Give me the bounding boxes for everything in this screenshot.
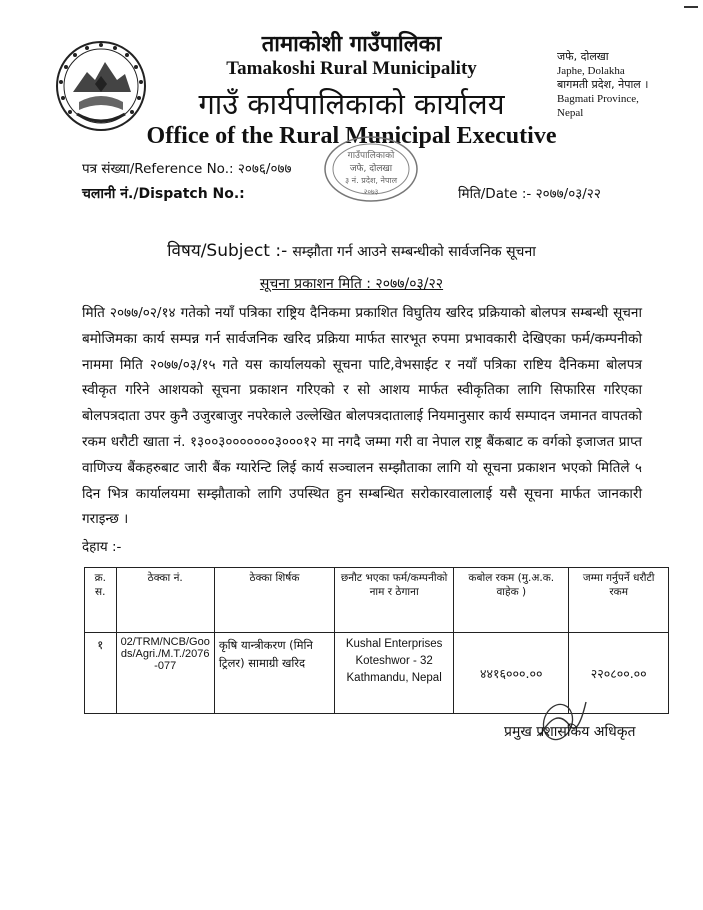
svg-text:गाउँपालिकाको: गाउँपालिकाको xyxy=(347,151,395,161)
address-block xyxy=(557,50,662,120)
dispatch-number xyxy=(82,184,245,203)
cell-contract-title: कृषि यान्त्रीकरण (मिनि ट्रिलर) सामाग्री खरिद xyxy=(214,633,334,714)
dispatch-label: चलानी नं./Dispatch No.: xyxy=(82,186,245,202)
letter-date xyxy=(458,184,601,202)
address-nepali-1: जफे, दोलखा xyxy=(557,50,609,63)
header-contract-title: ठेक्का शिर्षक xyxy=(214,568,334,633)
cell-serial: १ xyxy=(85,633,117,714)
municipality-name-nepali: तामाकोशी गाउँपालिका xyxy=(261,32,442,57)
selected-bidders-table xyxy=(84,567,669,714)
cell-deposit: २२०८००.०० xyxy=(569,633,669,714)
reference-label: पत्र संख्या/Reference No.: xyxy=(82,161,234,177)
annex-label: देहाय :- xyxy=(82,539,122,555)
date-label: मिति/Date :- xyxy=(458,186,532,202)
reference-number xyxy=(82,159,292,177)
municipality-name-english: Tamakoshi Rural Municipality xyxy=(226,58,477,79)
subject-text: सम्झौता गर्न आउने सम्बन्धीको सार्वजनिक सूचना xyxy=(292,244,536,260)
cell-contract-no: 02/TRM/NCB/Goods/Agri./M.T./2076-077 xyxy=(116,633,214,714)
address-english-2: Bagmati Province, xyxy=(557,93,639,105)
scan-edge-mark xyxy=(684,6,698,8)
svg-text:२०७३: २०७३ xyxy=(363,188,379,196)
office-name-english: Office of the Rural Municipal Executive xyxy=(146,123,557,149)
cell-bid-amount: ४४१६०००.०० xyxy=(454,633,569,714)
address-english-3: Nepal xyxy=(557,107,584,119)
table-header-row xyxy=(85,568,669,633)
publication-date: सूचना प्रकाशन मिति : २०७७/०३/२२ xyxy=(259,276,444,292)
cell-firm xyxy=(335,633,454,714)
notice-body: मिति २०७७/०२/१४ गतेको नयाँ पत्रिका राष्ट्रिय दैनिकमा प्रकाशित विघुतिय खरिद प्रक्रियाको बोलपत्र सम्बन्धी सूचना बमोजिमका कार्य सम्पन्न गर्न सार्वजनिक खरिद प्रक्रिया मार्फत सारभूत रुपमा प्रभावकारी देखिएका फर्म/कम्पनीको नाममा मिति २०७७/०३/१५ गते यस कार्यालयको सूचना पाटि,वेभसाईट र नयाँ पत्रिका राष्टिय दैनिकमा बोलपत्र स्वीकृत गरिने आशयको सूचना प्रकाशन गरिएको र सो आशय मार्फत स्वीकृतिका लागि सिफारिस गरिएका बोलपत्रदाता उपर कुनै उजुरबाजुर नपरेकाले उल्लेखित बोलपत्रदातालाई नियमानुसार कार्य सम्पादन जमानत वापतको रकम धरौटी खाता नं. १३००३०००००००३०००१२ मा नगदै जम्मा गरी वा नेपाल राष्ट्र बैंकबाट क वर्गको इजाजत प्राप्त वाणिज्य बैंकहरुबाट जारी बैंक ग्यारेन्टि लिई कार्य सञ्चालन सम्झौताका लागि यो सूचना प्रकाशन भएको मितिले ५ दिन भित्र कार्यालयमा सम्झौताको लागि उपस्थित हुन सम्बन्धित सरोकारवालालाई यसै सूचना मार्फत जानकारी गराइन्छ । xyxy=(82,305,642,528)
firm-address: Koteshwor - 32 Kathmandu, Nepal xyxy=(346,655,442,684)
office-name-nepali: गाउँ कार्यपालिकाको कार्यालय xyxy=(198,87,505,121)
address-nepali-2: बागमती प्रदेश, नेपाल । xyxy=(557,78,649,91)
header-serial: क्र. स. xyxy=(85,568,117,633)
reference-value: २०७६/०७७ xyxy=(237,161,292,177)
address-english-1: Japhe, Dolakha xyxy=(557,65,625,77)
signatory-title: प्रमुख प्रशासकिय अधिकृत xyxy=(504,724,636,740)
office-stamp-seal xyxy=(322,134,420,204)
svg-text:३ नं. प्रदेश, नेपाल: ३ नं. प्रदेश, नेपाल xyxy=(344,176,398,185)
subject-label: विषय/Subject :- xyxy=(167,241,288,261)
header-deposit: जम्मा गर्नुपर्ने धरौटी रकम xyxy=(569,568,669,633)
header-bid-amount: कबोल रकम (मु.अ.क. वाहेक ) xyxy=(454,568,569,633)
svg-text:जफे, दोलखा: जफे, दोलखा xyxy=(349,164,393,174)
header-firm: छनौट भएका फर्म/कम्पनीको नाम र ठेगाना xyxy=(335,568,454,633)
subject-line xyxy=(0,238,703,261)
date-value: २०७७/०३/२२ xyxy=(535,186,601,202)
firm-name: Kushal Enterprises xyxy=(345,638,443,650)
header-contract-no: ठेक्का नं. xyxy=(116,568,214,633)
